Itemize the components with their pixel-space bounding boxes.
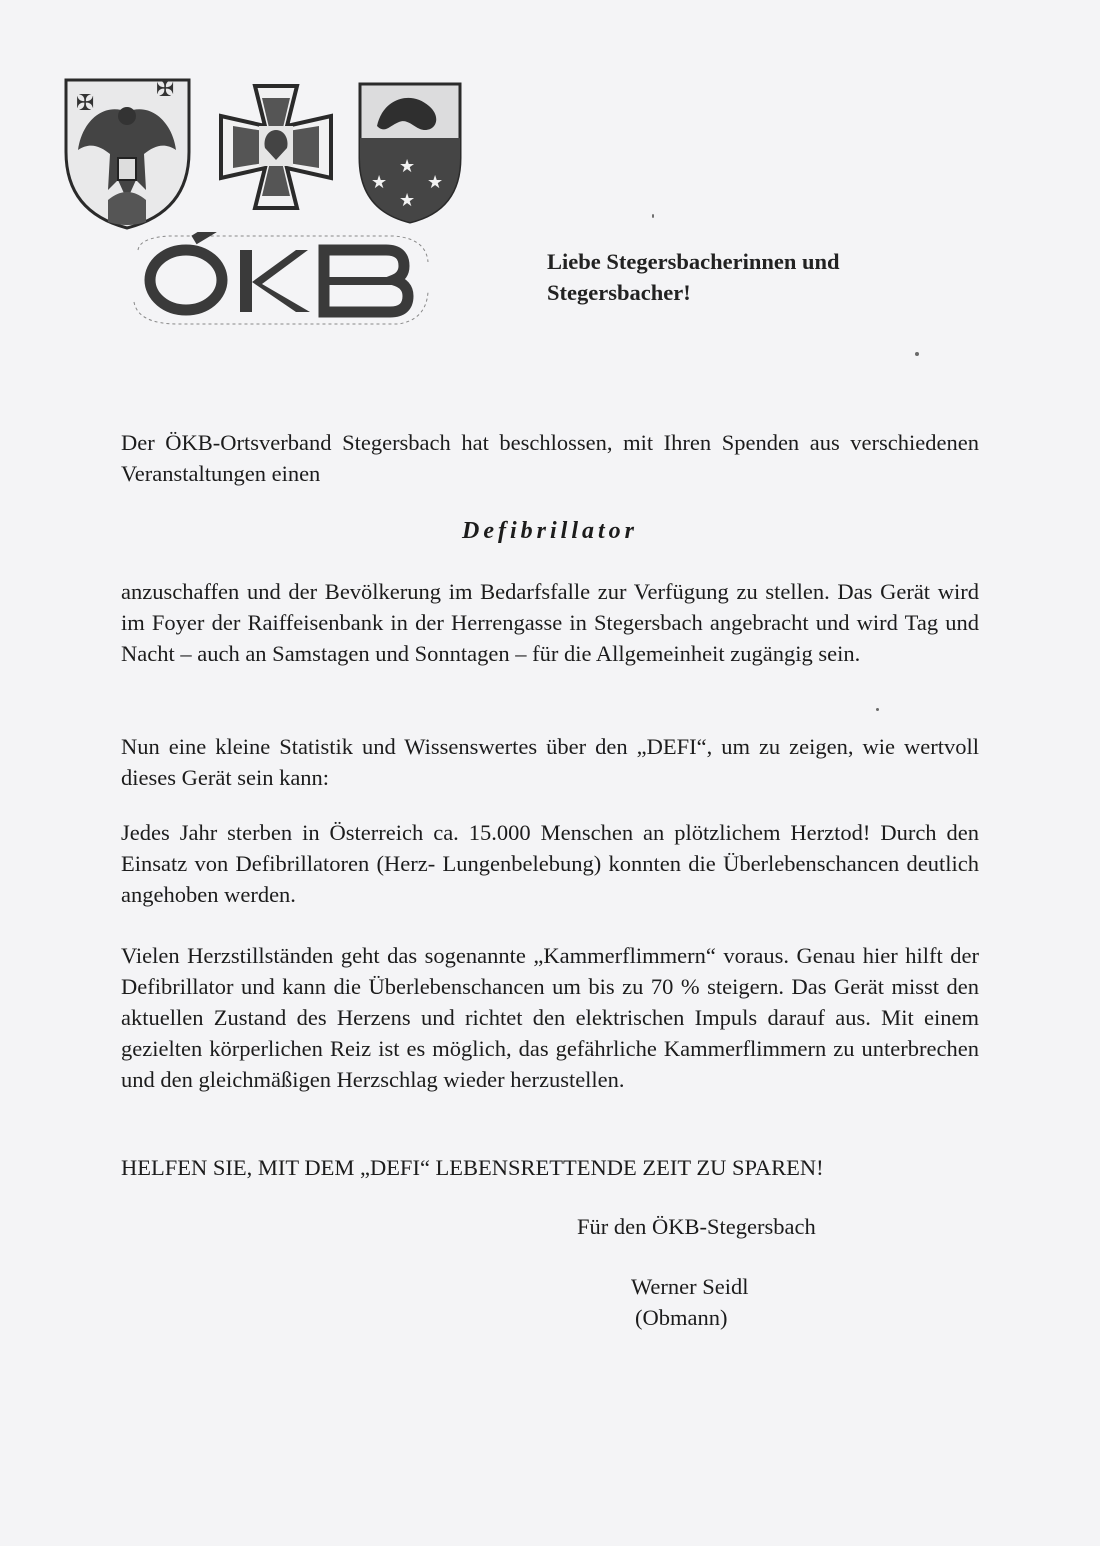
cross-emblem-icon [215,82,337,212]
eagle-coat-of-arms-icon [60,72,195,232]
signature-organisation: Für den ÖKB-Stegersbach [577,1214,816,1239]
scan-speck [652,214,654,218]
greeting-line-1: Liebe Stegersbacherinnen und [547,249,840,274]
paragraph-statistics: Jedes Jahr sterben in Österreich ca. 15.000 Menschen an plötzlichem Herztod! Durch den Einsatz von Defibrillatoren (Herz- Lungenbelebung) konnten die Überlebenschancen deutlich angehoben werden. [121,820,979,907]
okb-logo [128,232,433,327]
paragraph-location: anzuschaffen und der Bevölkerung im Bedarfsfalle zur Verfügung zu stellen. Das Gerät wird im Foyer der Raiffeisenbank in der Herrengasse in Stegersbach angebracht und wird Tag und Nacht – auch an Samstagen und Sonntagen – für die Allgemeinheit zugängig sein. [121,579,979,666]
svg-text:★: ★ [371,172,388,193]
call-to-action: HELFEN SIE, MIT DEM „DEFI“ LEBENSRETTENDE ZEIT ZU SPAREN! [121,1155,824,1180]
svg-text:✠: ✠ [76,91,95,116]
greeting-line-2: Stegersbacher! [547,280,691,305]
paragraph-kammerflimmern: Vielen Herzstillständen geht das sogenannte „Kammerflimmern“ voraus. Genau hier hilft der Defibrillator und kann die Überlebenschancen um bis zu 70 % steigern. Das Gerät misst den aktuellen Zustand des Herzens und richtet den elektrischen Impuls darauf aus. Mit einem gezielten körperlichen Reiz ist es möglich, das gefährliche Kammerflimmern zu unterbrechen und den gleichmäßigen Herzschlag wieder herzustellen. [121,943,979,1092]
svg-text:✠: ✠ [156,77,175,102]
scan-speck [876,708,879,711]
town-coat-of-arms-icon [355,78,465,226]
svg-text:★: ★ [399,190,416,211]
device-heading: Defibrillator [462,518,638,544]
greeting [547,246,967,308]
signature-name: Werner Seidl [631,1274,749,1299]
paragraph-intro: Der ÖKB-Ortsverband Stegersbach hat beschlossen, mit Ihren Spenden aus verschiedenen Veranstaltungen einen [121,430,979,486]
svg-text:★: ★ [427,172,444,193]
paragraph-statistics-intro: Nun eine kleine Statistik und Wissenswertes über den „DEFI“, um zu zeigen, wie wertvoll dieses Gerät sein kann: [121,734,979,790]
svg-text:★: ★ [399,156,416,177]
scan-speck [915,352,919,356]
signature-role: (Obmann) [635,1305,728,1330]
